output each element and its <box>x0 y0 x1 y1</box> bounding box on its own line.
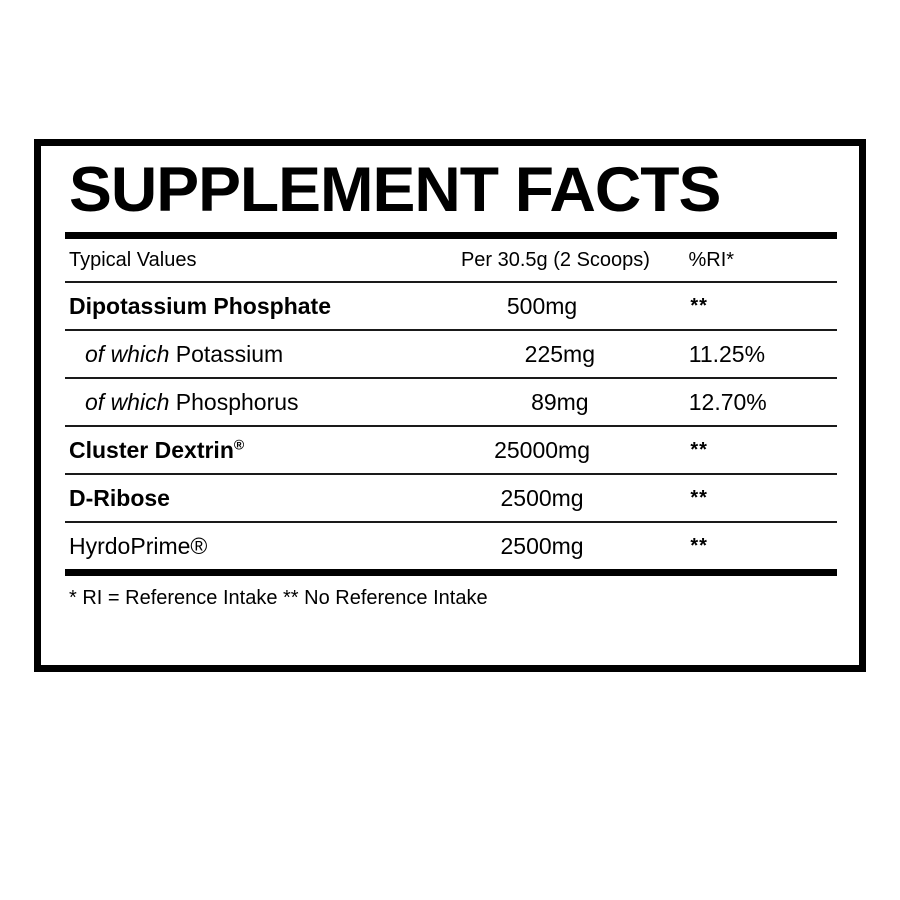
nutrient-ri: ** <box>690 534 708 557</box>
row-group-6 <box>65 523 837 569</box>
nutrient-ri: ** <box>690 438 708 461</box>
nutrient-ri: 12.70% <box>688 388 767 415</box>
row-group-3 <box>65 379 837 425</box>
of-which-label: of which <box>85 388 170 415</box>
page-title: SUPPLEMENT FACTS <box>69 155 721 225</box>
table-header-row <box>65 239 837 281</box>
column-header-amount: Per 30.5g (2 Scoops) <box>460 248 650 271</box>
nutrient-ri: 11.25% <box>688 340 766 367</box>
nutrient-amount: 89mg <box>531 388 589 415</box>
registered-trademark-icon: ® <box>233 436 245 453</box>
nutrient-ri: ** <box>690 294 708 317</box>
supplement-facts-table <box>65 239 837 281</box>
nutrient-name: HyrdoPrime® <box>69 532 208 559</box>
table-row <box>65 379 837 425</box>
nutrient-amount: 2500mg <box>500 484 584 511</box>
table-row <box>65 523 837 569</box>
nutrient-amount: 225mg <box>524 340 595 367</box>
table-bottom-divider <box>65 569 837 576</box>
nutrient-name <box>65 427 424 473</box>
row-group-4 <box>65 427 837 473</box>
nutrient-name: D-Ribose <box>69 484 170 511</box>
nutrient-name <box>65 379 441 425</box>
table-row <box>65 283 837 329</box>
supplement-facts-panel <box>34 139 866 672</box>
nutrient-name-text: Cluster Dextrin <box>69 436 234 463</box>
table-row <box>65 475 837 521</box>
row-group-1 <box>65 283 837 329</box>
table-row <box>65 427 837 473</box>
nutrient-name: Dipotassium Phosphate <box>69 292 331 319</box>
supplement-facts-content <box>41 146 859 665</box>
row-group-5 <box>65 475 837 521</box>
nutrient-ri: ** <box>690 486 708 509</box>
nutrient-amount: 2500mg <box>500 532 584 559</box>
column-header-ri: %RI* <box>688 248 735 271</box>
nutrient-amount: 500mg <box>506 292 578 319</box>
nutrient-subname: Potassium <box>175 340 284 367</box>
nutrient-name <box>65 331 441 377</box>
footnote: * RI = Reference Intake ** No Reference Intake <box>69 587 488 610</box>
nutrient-amount: 25000mg <box>494 436 591 463</box>
row-group-2 <box>65 331 837 377</box>
nutrient-subname: Phosphorus <box>175 388 299 415</box>
column-header-typical-values: Typical Values <box>69 248 197 271</box>
table-row <box>65 331 837 377</box>
of-which-label: of which <box>85 340 170 367</box>
title-divider <box>65 232 837 239</box>
